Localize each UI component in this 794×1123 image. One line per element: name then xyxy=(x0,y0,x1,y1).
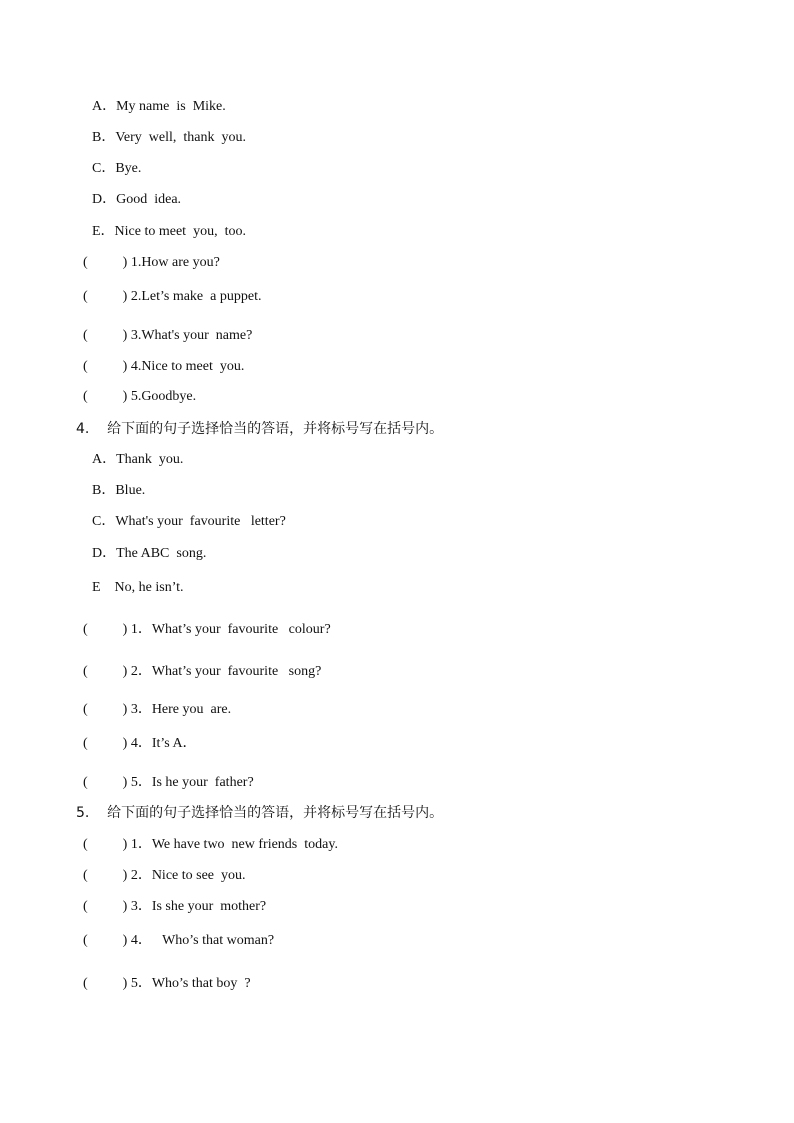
s3-question-1: ( ) 1.How are you? xyxy=(83,255,220,270)
s5-question-2: ( ) 2．Nice to see you. xyxy=(83,868,246,883)
s4-question-3: ( ) 3．Here you are. xyxy=(83,702,232,717)
s3-option-a: A．My name is Mike. xyxy=(92,99,226,114)
s4-heading: 4. 给下面的句子选择恰当的答语，并将标号写在括号内。 xyxy=(76,421,444,437)
s3-question-2: ( ) 2.Let’s make a puppet. xyxy=(83,289,262,304)
s4-question-5: ( ) 5．Is he your father? xyxy=(83,775,254,790)
s5-heading: 5. 给下面的句子选择恰当的答语，并将标号写在括号内。 xyxy=(76,805,444,821)
s3-option-b: B．Very well, thank you. xyxy=(92,130,246,145)
s4-option-a: A．Thank you. xyxy=(92,452,184,467)
s4-option-c: C．What's your favourite letter? xyxy=(92,514,286,529)
s4-option-b: B．Blue. xyxy=(92,483,146,498)
s4-question-2: ( ) 2．What’s your favourite song? xyxy=(83,664,322,679)
s5-question-5: ( ) 5．Who’s that boy ? xyxy=(83,976,251,991)
s5-question-4: ( ) 4． Who’s that woman? xyxy=(83,933,275,948)
s4-question-1: ( ) 1．What’s your favourite colour? xyxy=(83,622,331,637)
s3-question-3: ( ) 3.What's your name? xyxy=(83,328,253,343)
s3-question-5: ( ) 5.Goodbye. xyxy=(83,389,197,404)
s4-option-d: D．The ABC song. xyxy=(92,546,207,561)
s5-question-1: ( ) 1．We have two new friends today. xyxy=(83,837,338,852)
s4-option-e: E No, he isn’t. xyxy=(92,580,184,595)
s4-question-4: ( ) 4．It’s A． xyxy=(83,736,197,751)
s3-option-d: D．Good idea. xyxy=(92,192,182,207)
s3-option-c: C．Bye. xyxy=(92,161,142,176)
s3-question-4: ( ) 4.Nice to meet you. xyxy=(83,359,245,374)
s5-question-3: ( ) 3．Is she your mother? xyxy=(83,899,267,914)
s3-option-e: E．Nice to meet you, too. xyxy=(92,224,246,239)
